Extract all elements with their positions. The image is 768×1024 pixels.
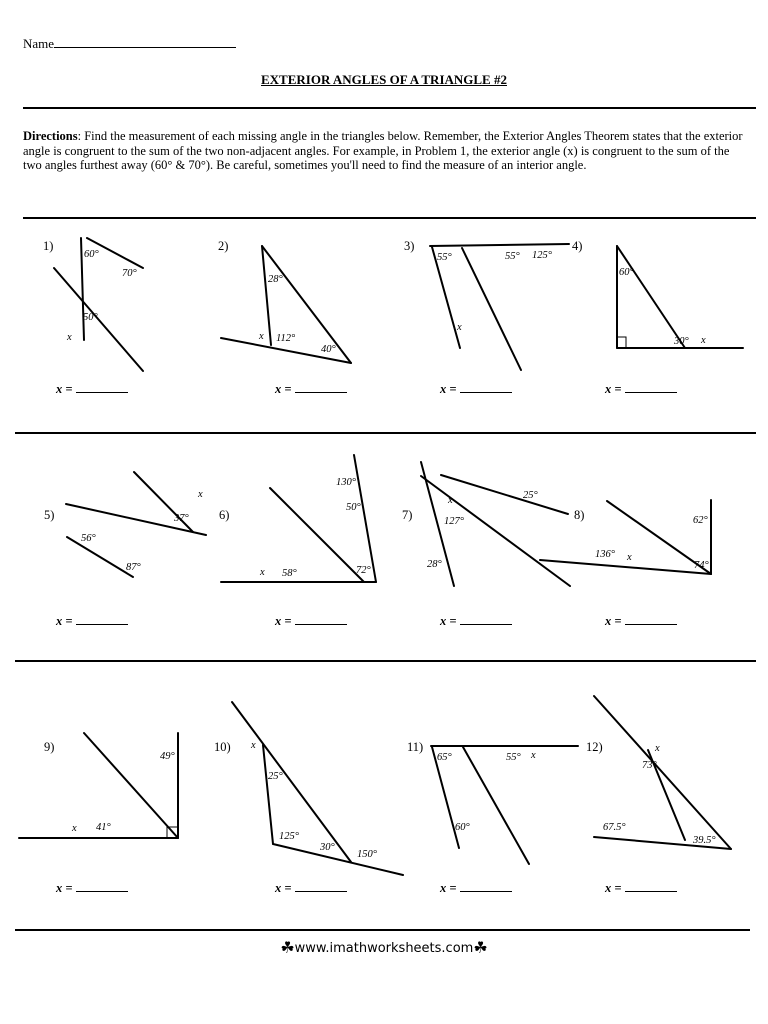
angle-label: x — [701, 335, 706, 346]
angle-label: 87° — [126, 562, 141, 573]
angle-label: 56° — [81, 533, 96, 544]
problem-number-11: 11) — [407, 740, 424, 754]
directions-text: : Find the measurement of each missing angle in the triangles below. Remember, the Exterior Angles Theorem states that the exterior angle is congruent to the sum of the two non-adjacent angles. For example, in Problem 1, the exterior angle (x) is congruent to the sum of the two angles furthest away (60° & 70°). Be careful, sometimes you'll need to find the measure of an interior angle. — [23, 129, 743, 173]
angle-label: 62° — [693, 515, 708, 526]
angle-label: 37° — [174, 513, 189, 524]
angle-label: 49° — [160, 751, 175, 762]
diagram-5-segment — [67, 537, 133, 577]
diagram-11-segment — [463, 747, 529, 864]
angle-label: 28° — [268, 274, 283, 285]
angle-label: 58° — [282, 568, 297, 579]
angle-label: 28° — [427, 559, 442, 570]
diagram-6-segment — [354, 455, 376, 582]
problem-number-4: 4) — [572, 239, 583, 253]
angle-label: 55° — [506, 752, 521, 763]
angle-label: 41° — [96, 822, 111, 833]
right-angle-mark — [617, 337, 626, 348]
diagram-10 — [232, 702, 403, 875]
diagram-7-segment — [441, 475, 568, 514]
answer-field-2[interactable]: x = — [275, 382, 347, 397]
angle-label: 55° — [505, 251, 520, 262]
angle-label: x — [67, 332, 72, 343]
angle-label: 55° — [437, 252, 452, 263]
angle-label: 40° — [321, 344, 336, 355]
diagram-3-segment — [462, 248, 521, 370]
angle-label: 60° — [455, 822, 470, 833]
angle-label: 136° — [595, 549, 615, 560]
answer-field-7[interactable]: x = — [440, 614, 512, 629]
angle-label: 60° — [84, 249, 99, 260]
angle-label: 125° — [532, 250, 552, 261]
answer-field-3[interactable]: x = — [440, 382, 512, 397]
problem-number-3: 3) — [404, 239, 415, 253]
angle-label: 50° — [83, 312, 98, 323]
problem-number-9: 9) — [44, 740, 55, 754]
angle-label: 39.5° — [693, 835, 716, 846]
problem-number-5: 5) — [44, 508, 55, 522]
angle-label: 150° — [357, 849, 377, 860]
diagram-8-segment — [540, 560, 711, 574]
diagram-8 — [540, 500, 711, 574]
diagram-4-segment — [617, 246, 685, 348]
angle-label: 112° — [276, 333, 296, 344]
clover-icon: ☘ — [280, 938, 295, 957]
clover-icon: ☘ — [473, 938, 488, 957]
diagram-10-segment — [273, 844, 403, 875]
angle-label: x — [72, 823, 77, 834]
angle-label: x — [198, 489, 203, 500]
problem-number-12: 12) — [586, 740, 603, 754]
answer-field-10[interactable]: x = — [275, 881, 347, 896]
answer-field-9[interactable]: x = — [56, 881, 128, 896]
angle-label: x — [448, 495, 453, 506]
directions-label: Directions — [23, 129, 78, 143]
angle-label: 125° — [279, 831, 299, 842]
angle-label: 70° — [122, 268, 137, 279]
angle-label: 25° — [523, 490, 538, 501]
angle-label: 72° — [356, 565, 371, 576]
problem-number-2: 2) — [218, 239, 229, 253]
angle-label: x — [251, 740, 256, 751]
diagram-1-segment — [54, 268, 143, 371]
footer — [0, 938, 768, 957]
answer-field-1[interactable]: x = — [56, 382, 128, 397]
angle-label: x — [260, 567, 265, 578]
angle-label: 30° — [320, 842, 335, 853]
angle-label: 30° — [674, 336, 689, 347]
problem-number-10: 10) — [214, 740, 231, 754]
angle-label: 25° — [268, 771, 283, 782]
angle-label: x — [457, 322, 462, 333]
angle-label: 130° — [336, 477, 356, 488]
angle-label: 65° — [437, 752, 452, 763]
answer-field-12[interactable]: x = — [605, 881, 677, 896]
answer-field-8[interactable]: x = — [605, 614, 677, 629]
answer-field-4[interactable]: x = — [605, 382, 677, 397]
diagram-3-segment — [430, 244, 569, 246]
diagram-2-segment — [262, 246, 351, 363]
worksheet-title: EXTERIOR ANGLES OF A TRIANGLE #2 — [261, 72, 507, 87]
angle-label: 60° — [619, 267, 634, 278]
diagram-4 — [617, 246, 743, 348]
angle-label: 67.5° — [603, 822, 626, 833]
angle-label: 74° — [694, 560, 709, 571]
angle-label: x — [627, 552, 632, 563]
problem-number-7: 7) — [402, 508, 413, 522]
angle-label: x — [531, 750, 536, 761]
angle-label: 50° — [346, 502, 361, 513]
name-label: Name — [23, 36, 55, 51]
diagram-6 — [221, 455, 376, 582]
diagram-11 — [431, 746, 578, 864]
answer-field-5[interactable]: x = — [56, 614, 128, 629]
angle-label: 127° — [444, 516, 464, 527]
footer-site-link[interactable]: www.imathworksheets.com — [294, 941, 474, 956]
angle-label: x — [655, 743, 660, 754]
answer-field-11[interactable]: x = — [440, 881, 512, 896]
angle-label: x — [259, 331, 264, 342]
problem-number-8: 8) — [574, 508, 585, 522]
problem-number-1: 1) — [43, 239, 54, 253]
angle-label: 73° — [642, 760, 657, 771]
diagram-10-segment — [263, 745, 273, 844]
problem-number-6: 6) — [219, 508, 230, 522]
answer-field-6[interactable]: x = — [275, 614, 347, 629]
